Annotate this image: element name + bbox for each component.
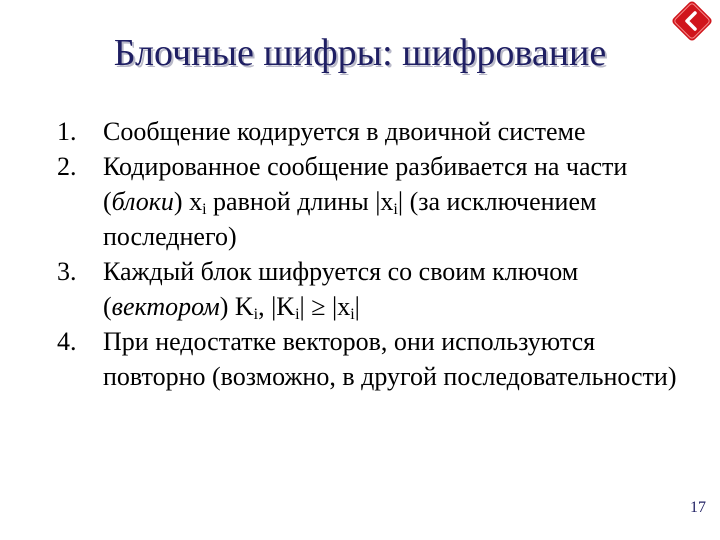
list-item — [57, 114, 697, 149]
subscript: i — [253, 306, 259, 323]
item-text: | (за исключением последнего) — [103, 187, 597, 251]
chevron-left-icon — [671, 0, 713, 42]
back-button[interactable] — [671, 0, 713, 42]
slide-title: Блочные шифры: шифрование — [113, 32, 607, 74]
item-number: 1. — [57, 117, 77, 146]
list-item — [57, 149, 697, 254]
item-number: 2. — [57, 152, 77, 181]
item-text: При недостатке векторов, они используются повторно (возможно, в другой последовательности) — [103, 327, 677, 391]
item-emphasis: блоки — [111, 187, 174, 216]
subscript: i — [295, 306, 300, 323]
numbered-list — [57, 114, 697, 394]
item-text: равной длины |x — [206, 187, 394, 216]
item-text: , |K — [258, 292, 296, 321]
item-emphasis: вектором — [111, 292, 220, 321]
item-text: Каждый блок шифруется со своим ключом ( — [103, 257, 579, 321]
item-text: ) x — [173, 187, 203, 216]
subscript: i — [202, 201, 207, 218]
list-item — [57, 254, 697, 324]
item-text: Кодированное сообщение разбивается на части ( — [103, 152, 628, 216]
list-item — [57, 324, 697, 394]
item-text: ) K — [219, 292, 254, 321]
subscript: i — [393, 201, 398, 218]
item-text: | ≥ |x — [299, 292, 351, 321]
item-number: 4. — [57, 327, 77, 356]
item-number: 3. — [57, 257, 77, 286]
item-text: Сообщение кодируется в двоичной системе — [103, 117, 586, 146]
item-text: | — [354, 292, 360, 321]
subscript: i — [350, 306, 355, 323]
page-number: 17 — [690, 499, 706, 516]
